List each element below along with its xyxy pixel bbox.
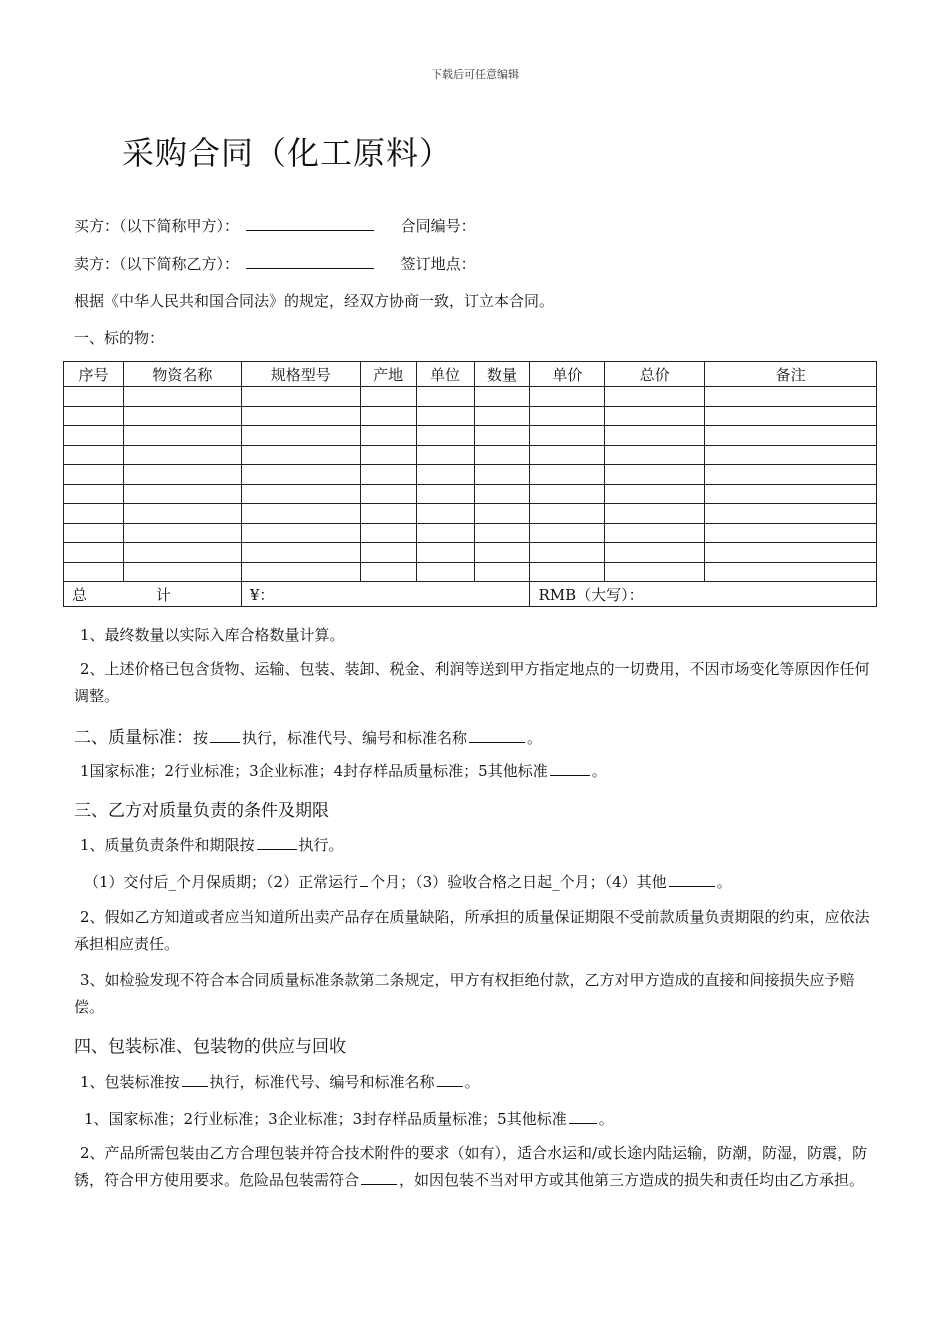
clause4-2: 2、产品所需包装由乙方合理包装并符合技术附件的要求（如有），适合水运和/或长途内陆运输，防潮，防湿，防震，防锈，符合甲方使用要求。危险品包装需符合 ，如因包装不当对甲方或其他第三方造成的损失和责任均由乙方承担。 bbox=[74, 1144, 868, 1189]
table-cell[interactable] bbox=[530, 465, 605, 485]
table-row bbox=[64, 406, 877, 426]
table-cell[interactable] bbox=[530, 484, 605, 504]
table-cell[interactable] bbox=[416, 484, 474, 504]
section3-title: 三、乙方对质量负责的条件及期限 bbox=[74, 801, 329, 821]
clause3-1: 1、质量负责条件和期限按 执行。 bbox=[80, 836, 344, 854]
clause4-1: 1、包装标准按 执行，标准代号、编号和标准名称 。 bbox=[80, 1073, 480, 1091]
table-cell[interactable] bbox=[605, 504, 705, 524]
clause3-2: 2、假如乙方知道或者应当知道所出卖产品存在质量缺陷，所承担的质量保证期限不受前款质量负责期限的约束，应依法承担相应责任。 bbox=[74, 908, 870, 953]
table-cell[interactable] bbox=[241, 562, 360, 582]
total-rmb-words[interactable]: RMB（大写）： bbox=[530, 582, 877, 607]
clause1-1: 1、最终数量以实际入库合格数量计算。 bbox=[80, 626, 345, 644]
col-header: 序号 bbox=[64, 362, 124, 387]
packing-standard-name-field[interactable] bbox=[437, 1072, 463, 1087]
table-cell[interactable] bbox=[474, 484, 530, 504]
table-cell[interactable] bbox=[605, 387, 705, 407]
table-cell[interactable] bbox=[605, 562, 705, 582]
table-cell[interactable] bbox=[64, 562, 124, 582]
seller-label: 卖方：（以下简称乙方）： bbox=[74, 255, 240, 273]
standard-name-field[interactable] bbox=[469, 728, 525, 743]
table-cell[interactable] bbox=[241, 465, 360, 485]
table-row bbox=[64, 543, 877, 563]
col-header: 数量 bbox=[474, 362, 530, 387]
table-cell[interactable] bbox=[705, 387, 877, 407]
sign-place-label: 签订地点： bbox=[400, 255, 476, 273]
table-cell[interactable] bbox=[416, 445, 474, 465]
buyer-label: 买方：（以下简称甲方）： bbox=[74, 217, 240, 235]
clause3-1-sub: （1）交付后_个月保质期；（2）正常运行 个月；（3）验收合格之日起_个月；（4）其他 。 bbox=[84, 873, 732, 891]
section2-options: 1国家标准；2行业标准；3企业标准；4封存样品质量标准；5其他标准 。 bbox=[80, 762, 607, 780]
table-cell[interactable] bbox=[474, 523, 530, 543]
table-cell[interactable] bbox=[241, 406, 360, 426]
table-cell[interactable] bbox=[360, 445, 416, 465]
clause4-1-options: 1、国家标准；2行业标准；3企业标准；3封存样品质量标准；5其他标准 。 bbox=[84, 1110, 614, 1128]
table-cell[interactable] bbox=[416, 426, 474, 446]
col-header: 产地 bbox=[360, 362, 416, 387]
table-cell[interactable] bbox=[123, 562, 241, 582]
table-cell[interactable] bbox=[474, 445, 530, 465]
table-cell[interactable] bbox=[416, 504, 474, 524]
table-cell[interactable] bbox=[474, 504, 530, 524]
clause1-2: 2、上述价格已包含货物、运输、包装、装卸、税金、利润等送到甲方指定地点的一切费用，不因市场变化等原因作任何调整。 bbox=[74, 660, 870, 705]
table-cell[interactable] bbox=[123, 445, 241, 465]
standard-field[interactable] bbox=[210, 728, 240, 743]
table-cell[interactable] bbox=[241, 387, 360, 407]
table-cell[interactable] bbox=[474, 543, 530, 563]
table-cell[interactable] bbox=[123, 465, 241, 485]
preamble: 根据《中华人民共和国合同法》的规定，经双方协商一致，订立本合同。 bbox=[74, 292, 555, 310]
packing-standard-field[interactable] bbox=[182, 1072, 208, 1087]
table-cell[interactable] bbox=[530, 445, 605, 465]
seller-name-field[interactable] bbox=[246, 254, 374, 269]
col-header: 单价 bbox=[530, 362, 605, 387]
quality-term-field[interactable] bbox=[257, 835, 297, 850]
table-cell[interactable] bbox=[705, 484, 877, 504]
col-header: 单位 bbox=[416, 362, 474, 387]
table-cell[interactable] bbox=[123, 406, 241, 426]
table-cell[interactable] bbox=[123, 426, 241, 446]
table-cell[interactable] bbox=[416, 523, 474, 543]
table-cell[interactable] bbox=[64, 465, 124, 485]
clause3-3: 3、如检验发现不符合本合同质量标准条款第二条规定，甲方有权拒绝付款，乙方对甲方造成的直接和间接损失应予赔偿。 bbox=[74, 971, 855, 1016]
items-table bbox=[63, 361, 877, 607]
other-standard-field[interactable] bbox=[550, 761, 590, 776]
table-cell[interactable] bbox=[530, 387, 605, 407]
section4-title: 四、包装标准、包装物的供应与回收 bbox=[74, 1037, 346, 1057]
table-cell[interactable] bbox=[605, 465, 705, 485]
table-cell[interactable] bbox=[705, 504, 877, 524]
table-cell[interactable] bbox=[705, 465, 877, 485]
header-note: 下载后可任意编辑 bbox=[431, 68, 519, 81]
months-field[interactable] bbox=[360, 872, 368, 887]
table-cell[interactable] bbox=[705, 523, 877, 543]
table-cell[interactable] bbox=[360, 504, 416, 524]
table-cell[interactable] bbox=[241, 523, 360, 543]
table-row bbox=[64, 484, 877, 504]
table-cell[interactable] bbox=[605, 445, 705, 465]
table-cell[interactable] bbox=[530, 562, 605, 582]
table-cell[interactable] bbox=[530, 504, 605, 524]
table-cell[interactable] bbox=[474, 406, 530, 426]
table-cell[interactable] bbox=[605, 406, 705, 426]
table-row bbox=[64, 465, 877, 485]
page-title: 采购合同（化工原料） bbox=[122, 134, 453, 172]
table-cell[interactable] bbox=[605, 543, 705, 563]
total-amount[interactable]: ¥： bbox=[241, 582, 530, 607]
table-cell[interactable] bbox=[474, 426, 530, 446]
table-cell[interactable] bbox=[530, 543, 605, 563]
table-cell[interactable] bbox=[605, 523, 705, 543]
table-row bbox=[64, 523, 877, 543]
table-cell[interactable] bbox=[360, 387, 416, 407]
total-row bbox=[64, 582, 877, 607]
table-cell[interactable] bbox=[605, 484, 705, 504]
table-cell[interactable] bbox=[360, 543, 416, 563]
table-cell[interactable] bbox=[241, 445, 360, 465]
table-row bbox=[64, 504, 877, 524]
table-cell[interactable] bbox=[705, 406, 877, 426]
table-cell[interactable] bbox=[416, 406, 474, 426]
buyer-line bbox=[74, 215, 476, 236]
table-cell[interactable] bbox=[416, 562, 474, 582]
table-row bbox=[64, 387, 877, 407]
section1-title: 一、标的物： bbox=[74, 329, 165, 347]
col-header: 规格型号 bbox=[241, 362, 360, 387]
table-cell[interactable] bbox=[360, 465, 416, 485]
table-row bbox=[64, 445, 877, 465]
total-label: 总 计 bbox=[64, 582, 242, 607]
other-term-field[interactable] bbox=[669, 872, 715, 887]
table-cell[interactable] bbox=[416, 387, 474, 407]
table-cell[interactable] bbox=[123, 504, 241, 524]
section2-line: 二、质量标准：按 执行，标准代号、编号和标准名称 。 bbox=[74, 728, 543, 748]
table-cell[interactable] bbox=[705, 543, 877, 563]
table-cell[interactable] bbox=[64, 445, 124, 465]
table-cell[interactable] bbox=[474, 562, 530, 582]
table-header-row bbox=[64, 362, 877, 387]
table-cell[interactable] bbox=[123, 484, 241, 504]
table-cell[interactable] bbox=[360, 406, 416, 426]
table-cell[interactable] bbox=[360, 484, 416, 504]
table-cell[interactable] bbox=[241, 484, 360, 504]
table-cell[interactable] bbox=[530, 406, 605, 426]
table-cell[interactable] bbox=[241, 543, 360, 563]
table-cell[interactable] bbox=[474, 465, 530, 485]
section2-title: 二、质量标准： bbox=[74, 728, 193, 748]
table-cell[interactable] bbox=[64, 426, 124, 446]
packing-other-standard-field[interactable] bbox=[569, 1109, 597, 1124]
table-cell[interactable] bbox=[64, 543, 124, 563]
dangerous-goods-standard-field[interactable] bbox=[361, 1170, 397, 1185]
table-cell[interactable] bbox=[705, 445, 877, 465]
table-cell[interactable] bbox=[530, 426, 605, 446]
table-cell[interactable] bbox=[474, 387, 530, 407]
table-cell[interactable] bbox=[360, 523, 416, 543]
table-cell[interactable] bbox=[241, 504, 360, 524]
table-cell[interactable] bbox=[64, 484, 124, 504]
table-cell[interactable] bbox=[64, 504, 124, 524]
table-cell[interactable] bbox=[123, 543, 241, 563]
table-cell[interactable] bbox=[705, 562, 877, 582]
table-cell[interactable] bbox=[64, 406, 124, 426]
table-cell[interactable] bbox=[530, 523, 605, 543]
col-header: 总价 bbox=[605, 362, 705, 387]
table-cell[interactable] bbox=[123, 523, 241, 543]
table-row bbox=[64, 426, 877, 446]
seller-line bbox=[74, 253, 476, 274]
table-cell[interactable] bbox=[241, 426, 360, 446]
buyer-name-field[interactable] bbox=[246, 216, 374, 231]
col-header: 物资名称 bbox=[123, 362, 241, 387]
col-header: 备注 bbox=[705, 362, 877, 387]
table-cell[interactable] bbox=[416, 543, 474, 563]
table-cell[interactable] bbox=[360, 562, 416, 582]
table-cell[interactable] bbox=[705, 426, 877, 446]
table-cell[interactable] bbox=[64, 523, 124, 543]
table-cell[interactable] bbox=[416, 465, 474, 485]
table-cell[interactable] bbox=[123, 387, 241, 407]
table-cell[interactable] bbox=[605, 426, 705, 446]
table-cell[interactable] bbox=[64, 387, 124, 407]
contract-no-label: 合同编号： bbox=[400, 217, 476, 235]
table-cell[interactable] bbox=[360, 426, 416, 446]
table-row bbox=[64, 562, 877, 582]
